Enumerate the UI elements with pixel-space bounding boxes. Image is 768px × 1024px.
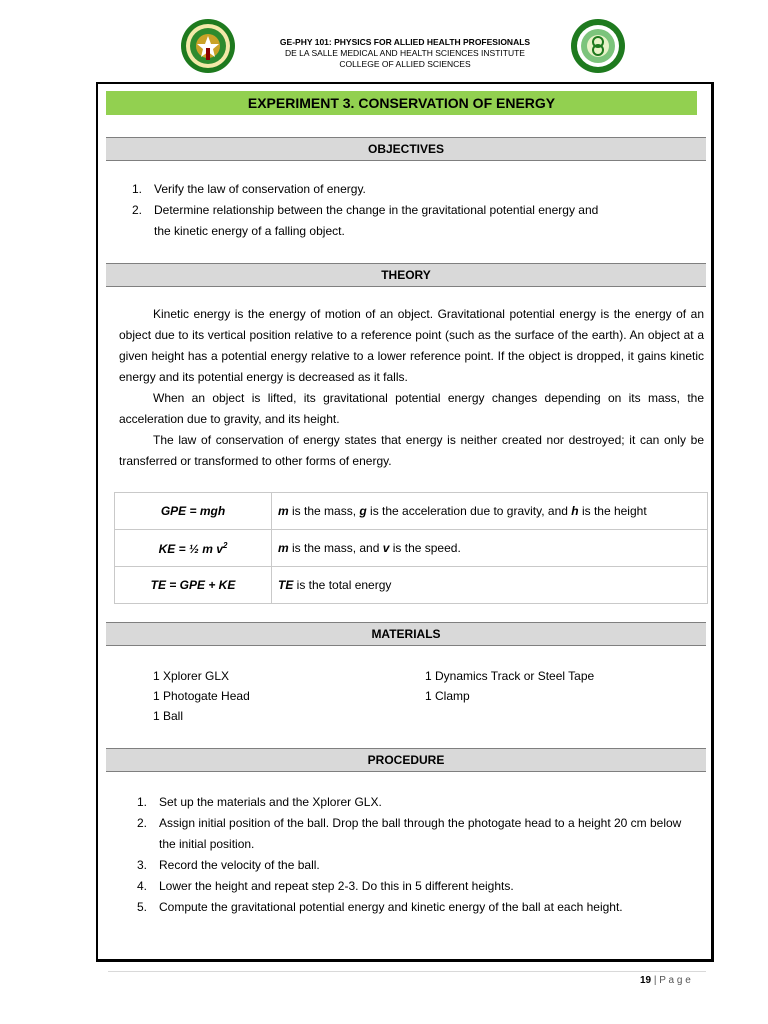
item-text: Determine relationship between the change in the gravitational potential energy and [154, 203, 599, 217]
list-item [137, 813, 707, 855]
item-text: Record the velocity of the ball. [159, 858, 320, 872]
theory-paragraph: Kinetic energy is the energy of motion of an object. Gravitational potential energy is the energy of an object due to its vertical position relative to a reference point (such as the surface of the earth). An object at a given height has a potential energy relative to a lower reference point. If the object is dropped, it gains kinetic energy and its potential energy is decreased as it falls. [119, 307, 704, 384]
list-item: 1 Ball [153, 709, 184, 723]
formula-cell: KE = ½ m $v^2$ [115, 530, 272, 567]
table-row [115, 530, 708, 567]
description-cell: m is the mass, and v is the speed. [272, 530, 708, 567]
description-cell: m is the mass, g is the acceleration due to gravity, and h is the height [272, 493, 708, 530]
list-item: 1 Dynamics Track or Steel Tape [425, 669, 595, 683]
list-item [137, 792, 707, 813]
objectives-heading: OBJECTIVES [106, 137, 706, 161]
list-item [132, 179, 692, 200]
formula-table [114, 492, 708, 604]
item-number: 5. [137, 900, 148, 914]
item-number: 1. [137, 795, 148, 809]
description-cell: TE is the total energy [272, 567, 708, 604]
procedure-list [137, 792, 707, 918]
materials-heading: MATERIALS [106, 622, 706, 646]
table-row [115, 493, 708, 530]
materials-left-column [153, 666, 250, 726]
formula-cell: TE = GPE + KE [115, 567, 272, 604]
list-item [137, 897, 707, 918]
item-text: Lower the height and repeat step 2-3. Do this in 5 different heights. [159, 879, 514, 893]
institution-header [260, 37, 550, 70]
theory-heading: THEORY [106, 263, 706, 287]
theory-paragraph: The law of conservation of energy states that energy is neither created nor destroyed; it can only be transferred or transformed to other forms of energy. [119, 433, 704, 468]
college-name: COLLEGE OF ALLIED SCIENCES [339, 59, 471, 69]
item-number: 1. [132, 182, 143, 196]
item-text: Compute the gravitational potential energy and kinetic energy of the ball at each height. [159, 900, 623, 914]
item-number: 2. [137, 816, 148, 830]
list-item [137, 876, 707, 897]
college-seal-icon [570, 18, 626, 74]
page-number: 19 | P a g e [640, 975, 691, 986]
item-text: Assign initial position of the ball. Drop the ball through the photogate head to a height 20 cm below [159, 816, 682, 830]
list-item: 1 Clamp [425, 689, 470, 703]
procedure-heading: PROCEDURE [106, 748, 706, 772]
item-number: 3. [137, 858, 148, 872]
item-text-continued: the initial position. [159, 837, 255, 851]
institute-name: DE LA SALLE MEDICAL AND HEALTH SCIENCES INSTITUTE [285, 48, 525, 58]
footer-divider [108, 971, 706, 972]
table-row [115, 567, 708, 604]
theory-paragraph: When an object is lifted, its gravitational potential energy changes depending on its mass, the acceleration due to gravity, and its height. [119, 391, 704, 426]
objectives-list [132, 179, 692, 242]
item-text: Set up the materials and the Xplorer GLX. [159, 795, 382, 809]
item-text-continued: the kinetic energy of a falling object. [154, 224, 345, 238]
theory-text [119, 304, 704, 472]
experiment-title: EXPERIMENT 3. CONSERVATION OF ENERGY [106, 91, 697, 115]
item-number: 2. [132, 203, 143, 217]
list-item [137, 855, 707, 876]
materials-right-column [425, 666, 594, 706]
formula-cell: GPE = mgh [115, 493, 272, 530]
dlsmhsi-seal-icon [180, 18, 236, 74]
list-item: 1 Xplorer GLX [153, 669, 230, 683]
list-item: 1 Photogate Head [153, 689, 250, 703]
course-title: GE-PHY 101: PHYSICS FOR ALLIED HEALTH PROFESIONALS [279, 37, 531, 47]
list-item [132, 200, 692, 242]
item-number: 4. [137, 879, 148, 893]
item-text: Verify the law of conservation of energy. [154, 182, 366, 196]
